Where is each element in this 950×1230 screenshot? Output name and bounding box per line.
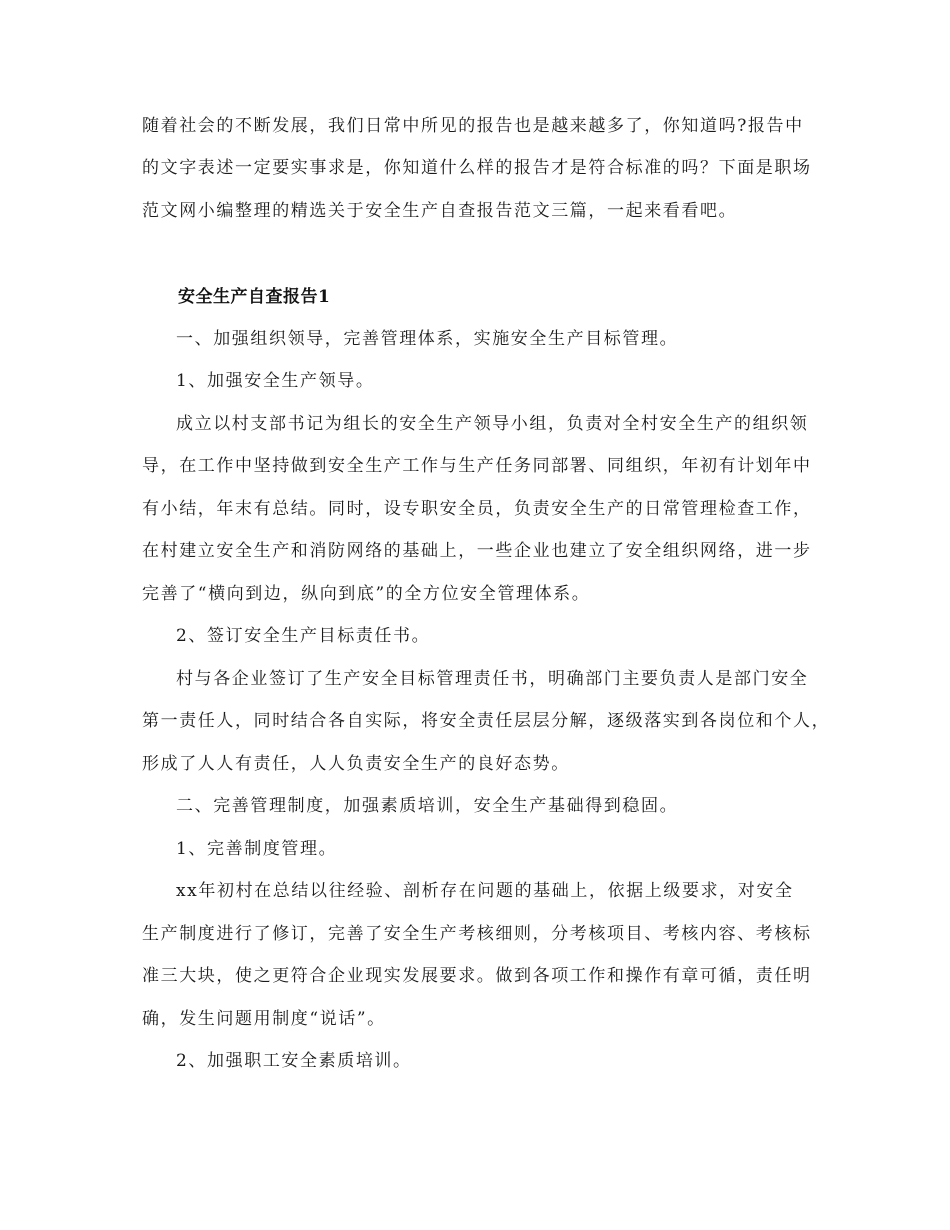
subsection-heading: 1、完善制度管理。	[176, 839, 338, 859]
paragraph-line: 确，发生问题用制度“说话”。	[142, 1009, 386, 1029]
paragraph-line: xx年初村在总结以往经验、剖析存在问题的基础上，依据上级要求，对安全	[176, 881, 794, 901]
intro-line: 范文网小编整理的精选关于安全生产自查报告范文三篇，一起来看看吧。	[142, 201, 738, 221]
subsection-heading: 2、签订安全生产目标责任书。	[176, 626, 431, 646]
paragraph-line: 村与各企业签订了生产安全目标管理责任书，明确部门主要负责人是部门安全	[176, 669, 809, 689]
subsection-heading: 1、加强安全生产领导。	[176, 371, 375, 391]
paragraph-line: 完善了“横向到边，纵向到底”的全方位安全管理体系。	[142, 584, 591, 604]
paragraph-line: 导，在工作中坚持做到安全生产工作与生产任务同部署、同组织，年初有计划年中	[142, 456, 812, 476]
paragraph-line: 成立以村支部书记为组长的安全生产领导小组，负责对全村安全生产的组织领	[176, 414, 809, 434]
section-title: 安全生产自查报告1	[178, 287, 331, 307]
paragraph-line: 准三大块，使之更符合企业现实发展要求。做到各项工作和操作有章可循，责任明	[142, 966, 812, 986]
paragraph-line: 形成了人人有责任，人人负责安全生产的良好态势。	[142, 754, 570, 774]
paragraph-line: 在村建立安全生产和消防网络的基础上，一些企业也建立了安全组织网络，进一步	[142, 541, 812, 561]
paragraph-line: 生产制度进行了修订，完善了安全生产考核细则，分考核项目、考核内容、考核标	[142, 924, 812, 944]
intro-line: 的文字表述一定要实事求是，你知道什么样的报告才是符合标准的吗？下面是职场	[142, 158, 812, 178]
paragraph-line: 第一责任人，同时结合各自实际，将安全责任层层分解，逐级落实到各岗位和个人，	[142, 711, 831, 731]
paragraph-line: 有小结，年末有总结。同时，设专职安全员，负责安全生产的日常管理检查工作，	[142, 499, 812, 519]
intro-line: 随着社会的不断发展，我们日常中所见的报告也是越来越多了，你知道吗?报告中	[142, 116, 804, 136]
section-heading: 二、完善管理制度，加强素质培训，安全生产基础得到稳固。	[176, 796, 679, 816]
subsection-heading: 2、加强职工安全素质培训。	[176, 1051, 412, 1071]
section-heading: 一、加强组织领导，完善管理体系，实施安全生产目标管理。	[176, 329, 679, 349]
